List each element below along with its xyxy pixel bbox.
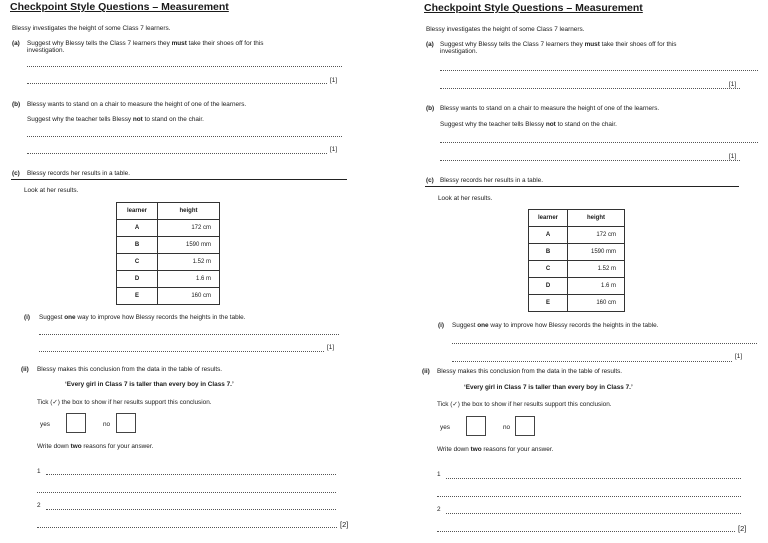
- answer-line[interactable]: [446, 478, 741, 479]
- page-title: Checkpoint Style Questions – Measurement: [424, 2, 643, 14]
- part-a-marks: [1]: [729, 81, 737, 88]
- sub-i-marks: [1]: [327, 344, 335, 351]
- no-checkbox[interactable]: [515, 416, 535, 436]
- reason-1-number: 1: [37, 468, 41, 475]
- answer-line[interactable]: [440, 70, 758, 71]
- sub-ii-question: Blessy makes this conclusion from the data in the table of results.: [37, 366, 223, 373]
- sub-i-marks: [1]: [735, 353, 743, 360]
- sub-ii-label: (ii): [422, 368, 430, 375]
- page-title: Checkpoint Style Questions – Measurement: [10, 1, 229, 13]
- yes-label: yes: [440, 424, 450, 431]
- table-row: [117, 271, 220, 288]
- yes-checkbox[interactable]: [66, 413, 86, 433]
- reasons-instruction: Write down two reasons for your answer.: [437, 446, 554, 453]
- part-b-question-2: Suggest why the teacher tells Blessy not to stand on the chair.: [440, 121, 617, 128]
- tick-instruction: Tick (✓) the box to show if her results support this conclusion.: [37, 399, 212, 406]
- part-a-marks: [1]: [330, 77, 338, 84]
- tick-instruction: Tick (✓) the box to show if her results support this conclusion.: [437, 401, 612, 408]
- part-b-question: Blessy wants to stand on a chair to measure the height of one of the learners.: [27, 101, 247, 108]
- answer-line[interactable]: [440, 142, 758, 143]
- table-row: [529, 227, 625, 244]
- answer-line[interactable]: [39, 334, 339, 335]
- answer-line[interactable]: [39, 351, 324, 352]
- sub-ii-marks: [2]: [738, 524, 747, 533]
- no-label: no: [503, 424, 511, 431]
- table-row: [529, 261, 625, 278]
- sub-i-question: Suggest one way to improve how Blessy records the heights in the table.: [452, 322, 659, 329]
- height-cell: 1.52 m: [158, 254, 220, 271]
- yes-checkbox[interactable]: [466, 416, 486, 436]
- height-cell: 160 cm: [158, 288, 220, 305]
- part-b-question: Blessy wants to stand on a chair to measure the height of one of the learners.: [440, 105, 660, 112]
- learner-cell: D: [529, 278, 568, 295]
- learner-cell: C: [529, 261, 568, 278]
- height-cell: 1590 mm: [158, 237, 220, 254]
- part-b-marks: [1]: [330, 146, 338, 153]
- part-c-label: (c): [426, 177, 434, 184]
- height-cell: 172 cm: [568, 227, 625, 244]
- answer-line[interactable]: [37, 492, 336, 493]
- answer-line[interactable]: [27, 153, 327, 154]
- part-a-label: (a): [12, 40, 20, 47]
- part-b-label: (b): [12, 101, 21, 108]
- height-cell: 172 cm: [158, 220, 220, 237]
- part-a-question-line2: investigation.: [27, 47, 65, 54]
- learner-cell: D: [117, 271, 158, 288]
- part-a-question: Suggest why Blessy tells the Class 7 learners they must take their shoes off for this: [27, 40, 264, 47]
- table-row: [529, 244, 625, 261]
- worksheet-page-right: [424, 0, 764, 543]
- table-row: [117, 237, 220, 254]
- reasons-instruction: Write down two reasons for your answer.: [37, 443, 154, 450]
- answer-line[interactable]: [452, 343, 757, 344]
- sub-ii-question: Blessy makes this conclusion from the data in the table of results.: [437, 368, 623, 375]
- intro-text: Blessy investigates the height of some Class 7 learners.: [12, 25, 171, 32]
- height-cell: 160 cm: [568, 295, 625, 312]
- table-header-height: height: [158, 203, 220, 220]
- height-cell: 1.6 m: [158, 271, 220, 288]
- height-cell: 1.52 m: [568, 261, 625, 278]
- learner-cell: E: [117, 288, 158, 305]
- part-c-text: Blessy records her results in a table.: [440, 177, 544, 184]
- height-cell: 1590 mm: [568, 244, 625, 261]
- answer-line[interactable]: [437, 531, 735, 532]
- answer-line[interactable]: [37, 527, 337, 528]
- no-label: no: [103, 421, 111, 428]
- reason-2-number: 2: [437, 506, 441, 513]
- table-row: [529, 295, 625, 312]
- answer-line[interactable]: [446, 513, 741, 514]
- section-rule: [11, 179, 347, 180]
- answer-line[interactable]: [27, 83, 327, 84]
- look-at-results-text: Look at her results.: [438, 195, 493, 202]
- table-row: [529, 278, 625, 295]
- part-b-question-2: Suggest why the teacher tells Blessy not to stand on the chair.: [27, 116, 204, 123]
- results-table: [116, 202, 220, 305]
- learner-cell: B: [529, 244, 568, 261]
- answer-line[interactable]: [440, 88, 740, 89]
- look-at-results-text: Look at her results.: [24, 187, 79, 194]
- yes-label: yes: [40, 421, 50, 428]
- sub-i-label: (i): [24, 314, 31, 321]
- answer-line[interactable]: [452, 361, 732, 362]
- height-cell: 1.6 m: [568, 278, 625, 295]
- answer-line[interactable]: [46, 474, 336, 475]
- learner-cell: C: [117, 254, 158, 271]
- part-a-question: Suggest why Blessy tells the Class 7 learners they must take their shoes off for this: [440, 41, 677, 48]
- part-b-marks: [1]: [729, 153, 737, 160]
- table-row: [117, 288, 220, 305]
- section-rule: [425, 186, 739, 187]
- sub-ii-label: (ii): [21, 366, 29, 373]
- answer-line[interactable]: [46, 509, 336, 510]
- sub-i-question: Suggest one way to improve how Blessy records the heights in the table.: [39, 314, 246, 321]
- part-a-label: (a): [426, 41, 434, 48]
- intro-text: Blessy investigates the height of some Class 7 learners.: [426, 26, 585, 33]
- table-header-learner: learner: [529, 210, 568, 227]
- answer-line[interactable]: [27, 136, 342, 137]
- sub-ii-marks: [2]: [340, 520, 349, 529]
- table-header-height: height: [568, 210, 625, 227]
- part-a-question-line2: investigation.: [440, 48, 478, 55]
- answer-line[interactable]: [27, 66, 342, 67]
- learner-cell: A: [117, 220, 158, 237]
- part-c-text: Blessy records her results in a table.: [27, 170, 131, 177]
- table-row: [117, 254, 220, 271]
- part-c-label: (c): [12, 170, 20, 177]
- learner-cell: A: [529, 227, 568, 244]
- results-table: [528, 209, 625, 312]
- reason-2-number: 2: [37, 502, 41, 509]
- table-header-learner: learner: [117, 203, 158, 220]
- conclusion-quote: ‘Every girl in Class 7 is taller than every boy in Class 7.’: [464, 384, 633, 391]
- learner-cell: B: [117, 237, 158, 254]
- answer-line[interactable]: [440, 160, 740, 161]
- table-row: [117, 220, 220, 237]
- conclusion-quote: ‘Every girl in Class 7 is taller than every boy in Class 7.’: [65, 381, 234, 388]
- sub-i-label: (i): [438, 322, 445, 329]
- answer-line[interactable]: [437, 496, 741, 497]
- part-b-label: (b): [426, 105, 435, 112]
- no-checkbox[interactable]: [116, 413, 136, 433]
- learner-cell: E: [529, 295, 568, 312]
- worksheet-page-left: [6, 0, 368, 543]
- reason-1-number: 1: [437, 471, 441, 478]
